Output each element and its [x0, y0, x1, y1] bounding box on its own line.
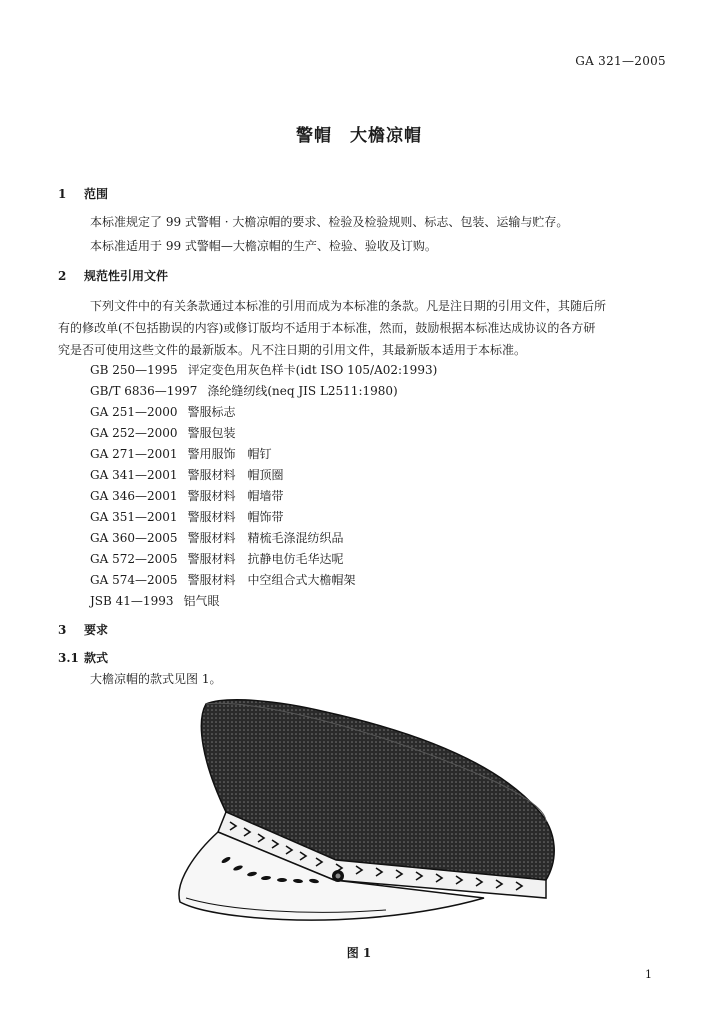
reference-code: GA 574—2005: [90, 573, 178, 587]
page-title: 警帽 大檐凉帽: [296, 126, 422, 146]
section-number: 2: [58, 269, 67, 283]
section-number: 3.1: [58, 651, 79, 665]
reference-name: 铝气眼: [183, 594, 220, 608]
reference-name: 警服包装: [187, 426, 236, 440]
reference-item: [90, 466, 284, 483]
normative-paragraph-line: 下列文件中的有关条款通过本标准的引用而成为本标准的条款。凡是注日期的引用文件，其随后所: [90, 299, 607, 313]
reference-name: 警服材料 中空组合式大檐帽架: [187, 573, 356, 587]
reference-code: GA 346—2001: [90, 489, 178, 503]
section-heading-normative-references: [58, 267, 168, 284]
section-title: 范围: [84, 187, 109, 201]
reference-code: JSB 41—1993: [90, 594, 174, 608]
reference-name: 涤纶缝纫线(neq JIS L2511:1980): [207, 384, 398, 398]
reference-code: GA 271—2001: [90, 447, 178, 461]
reference-code: GA 251—2000: [90, 405, 178, 419]
scope-paragraph-1: 本标准规定了 99 式警帽 · 大檐凉帽的要求、检验及检验规则、标志、包装、运输与贮存。: [90, 215, 569, 229]
section-heading-scope: [58, 185, 108, 202]
reference-item: [90, 382, 398, 399]
reference-code: GB/T 6836—1997: [90, 384, 198, 398]
section-title: 要求: [84, 623, 109, 637]
figure-caption: 图 1: [346, 946, 372, 960]
reference-item: [90, 508, 284, 525]
section-title: 款式: [84, 651, 109, 665]
reference-item: [90, 529, 344, 546]
scope-paragraph-2: 本标准适用于 99 式警帽—大檐凉帽的生产、检验、验收及订购。: [90, 239, 437, 253]
reference-item: [90, 571, 356, 588]
reference-code: GA 572—2005: [90, 552, 178, 566]
reference-name: 警服材料 抗静电仿毛华达呢: [187, 552, 344, 566]
reference-name: 警用服饰 帽钉: [187, 447, 272, 461]
reference-name: 警服材料 帽顶圈: [187, 468, 284, 482]
reference-item: [90, 445, 272, 462]
reference-item: [90, 592, 220, 609]
reference-code: GA 252—2000: [90, 426, 178, 440]
reference-code: GA 360—2005: [90, 531, 178, 545]
normative-paragraph-line: 有的修改单(不包括勘误的内容)或修订版均不适用于本标准，然而，鼓励根据本标准达成协议的各方研: [58, 321, 596, 335]
normative-paragraph-line: 究是否可使用这些文件的最新版本。凡不注日期的引用文件，其最新版本适用于本标准。: [58, 343, 527, 357]
standard-code: GA 321—2005: [575, 54, 666, 68]
reference-code: GB 250—1995: [90, 363, 178, 377]
reference-code: GA 351—2001: [90, 510, 178, 524]
reference-name: 评定变色用灰色样卡(idt ISO 105/A02:1993): [187, 363, 438, 377]
reference-name: 警服材料 帽饰带: [187, 510, 284, 524]
reference-item: [90, 487, 284, 504]
section-number: 3: [58, 623, 67, 637]
reference-name: 警服材料 精梳毛涤混纺织品: [187, 531, 344, 545]
reference-item: [90, 403, 236, 420]
section-heading-requirements: [58, 621, 108, 638]
style-paragraph: 大檐凉帽的款式见图 1。: [90, 672, 222, 686]
reference-name: 警服材料 帽墙带: [187, 489, 284, 503]
section-number: 1: [58, 187, 67, 201]
reference-item: [90, 424, 236, 441]
section-heading-style: [58, 649, 108, 666]
reference-item: [90, 361, 437, 378]
reference-code: GA 341—2001: [90, 468, 178, 482]
cap-illustration: [166, 692, 558, 928]
section-title: 规范性引用文件: [84, 269, 169, 283]
reference-item: [90, 550, 344, 567]
page-number: 1: [645, 968, 652, 981]
reference-name: 警服标志: [187, 405, 236, 419]
